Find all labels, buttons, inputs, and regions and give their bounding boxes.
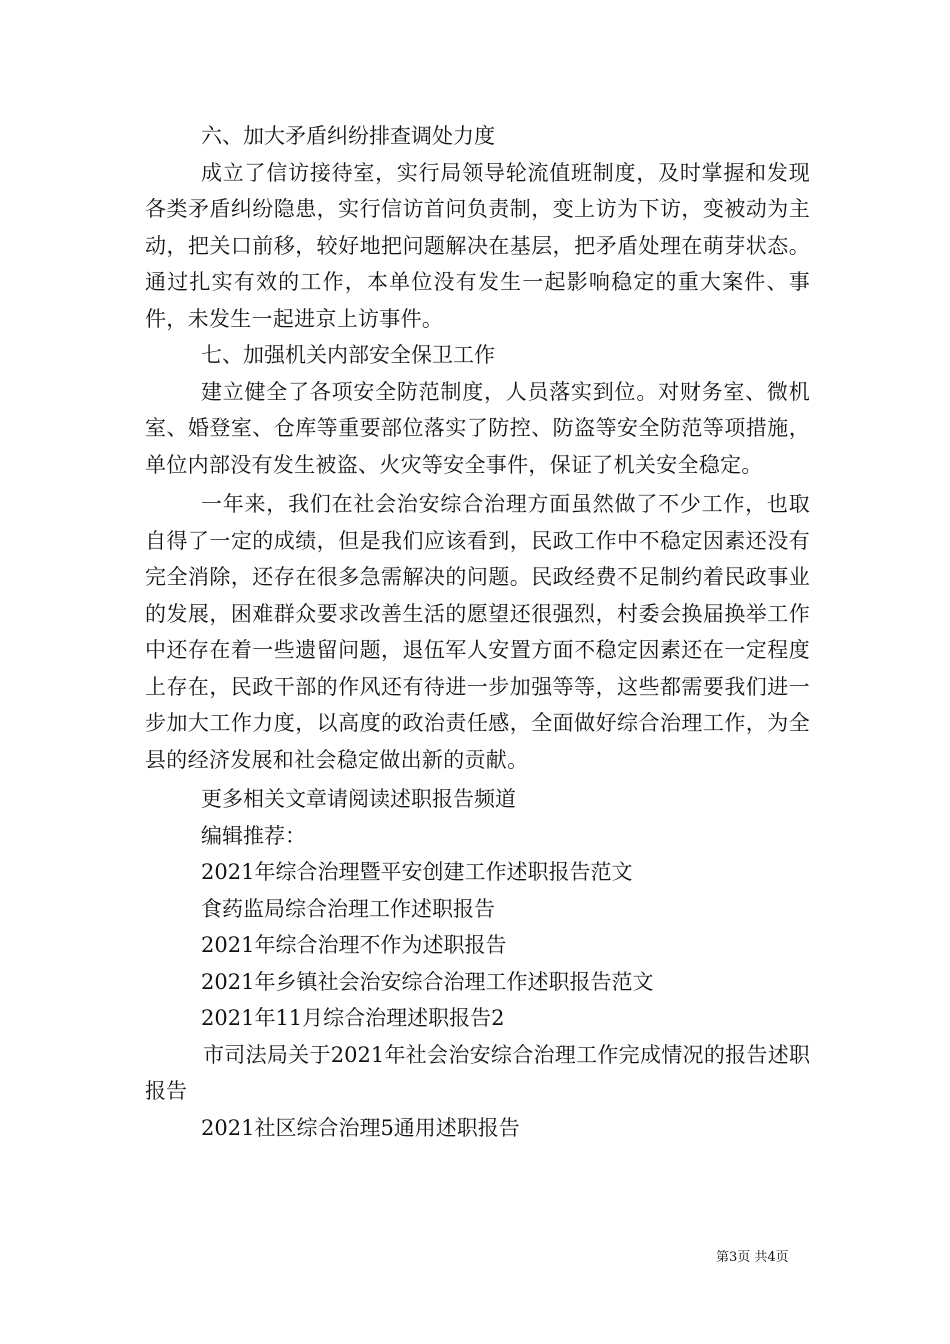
recommended-article-link[interactable]: 2021年综合治理不作为述职报告	[201, 933, 507, 957]
recommended-article-link[interactable]: 食药监局综合治理工作述职报告	[201, 896, 495, 921]
section-seven-heading: 七、加强机关内部安全保卫工作	[201, 343, 495, 367]
recommended-article-link[interactable]: 2021年11月综合治理述职报告2	[201, 1006, 505, 1030]
section-six-body: 成立了信访接待室，实行局领导轮流值班制度，及时掌握和发现各类矛盾纠纷隐患，实行信访首问负责制，变上访为下访，变被动为主动，把关口前移，较好地把问题解决在基层，把矛盾处理在萌芽状态。通过扎实有效的工作，本单位没有发生一起影响稳定的重大案件、事件，未发生一起进京上访事件。	[145, 160, 810, 331]
editor-recommend-label: 编辑推荐：	[201, 823, 306, 848]
page-number: 第3页 共4页	[716, 1250, 789, 1265]
recommended-article-link[interactable]: 2021社区综合治理5通用述职报告	[201, 1115, 520, 1140]
recommended-article-link[interactable]: 2021年综合治理暨平安创建工作述职报告范文	[201, 860, 633, 884]
section-six-heading: 六、加大矛盾纠纷排查调处力度	[201, 124, 495, 148]
document-body	[145, 118, 810, 1146]
channel-link[interactable]: 更多相关文章请阅读述职报告频道	[201, 787, 516, 811]
recommended-article-link[interactable]: 2021年乡镇社会治安综合治理工作述职报告范文	[201, 969, 654, 994]
recommended-article-link[interactable]: 市司法局关于2021年社会治安综合治理工作完成情况的报告述职报告	[145, 1042, 810, 1103]
section-seven-body: 建立健全了各项安全防范制度，人员落实到位。对财务室、微机室、婚登室、仓库等重要部位落实了防控、防盗等安全防范等项措施，单位内部没有发生被盗、火灾等安全事件，保证了机关安全稳定。	[145, 379, 810, 477]
summary-paragraph: 一年来，我们在社会治安综合治理方面虽然做了不少工作，也取自得了一定的成绩，但是我们应该看到，民政工作中不稳定因素还没有完全消除，还存在很多急需解决的问题。民政经费不足制约着民政事业的发展，困难群众要求改善生活的愿望还很强烈，村委会换届换举工作中还存在着一些遗留问题，退伍军人安置方面不稳定因素还在一定程度上存在，民政干部的作风还有待进一步加强等等，这些都需要我们进一步加大工作力度，以高度的政治责任感，全面做好综合治理工作，为全县的经济发展和社会稳定做出新的贡献。	[145, 492, 810, 772]
